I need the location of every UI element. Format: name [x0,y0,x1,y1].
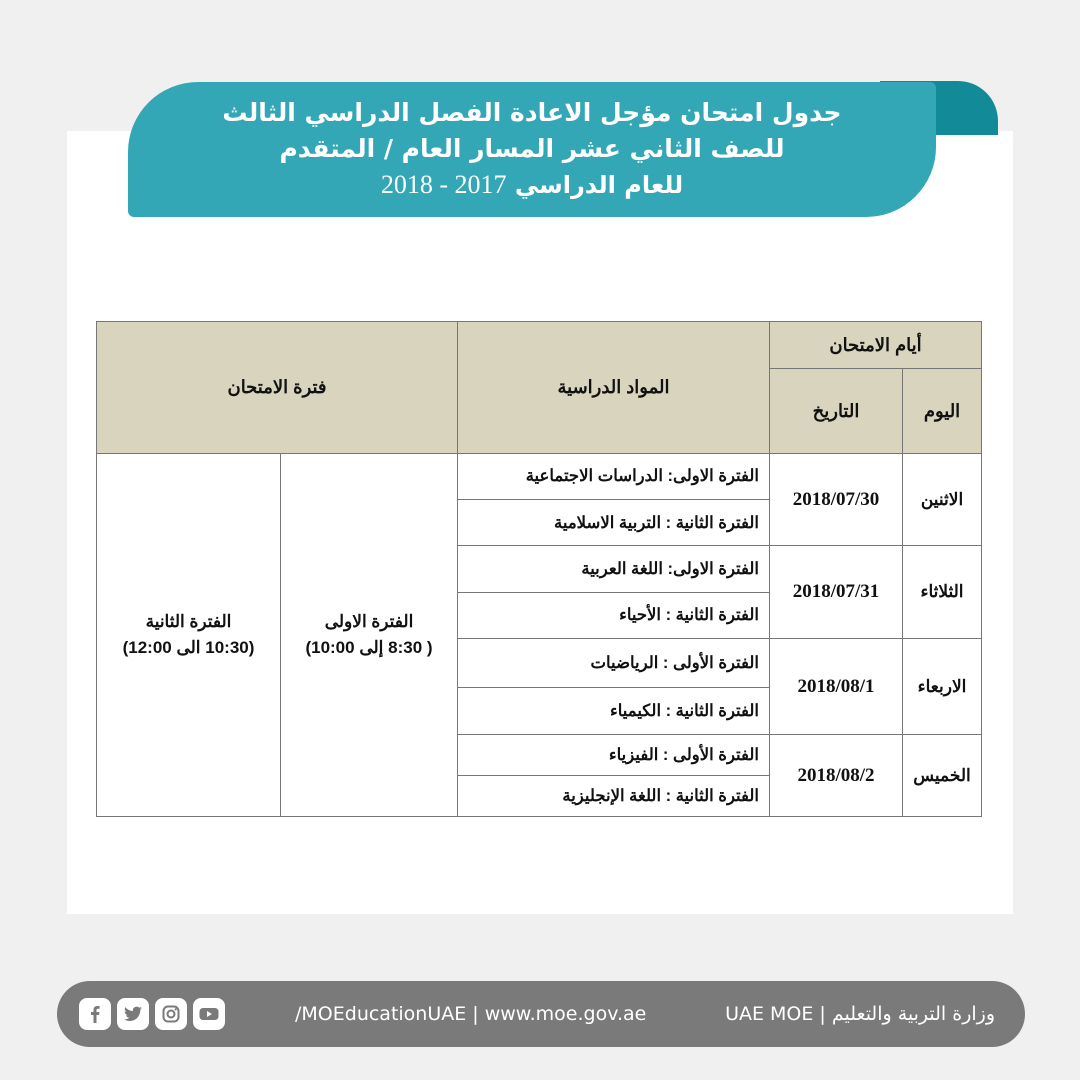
title-year-label: للعام الدراسي [514,171,684,199]
day-cell: الخميس [903,735,982,817]
header-exam-period: فترة الامتحان [97,322,458,454]
subject-cell: الفترة الثانية : اللغة الإنجليزية [458,775,770,816]
period-2-cell [97,453,281,816]
website-social-text[interactable]: /MOEducationUAE | www.moe.gov.ae [295,1003,647,1025]
period-1-time: ( 8:30 إلى 10:00) [305,637,433,657]
ministry-label: وزارة التربية والتعليم | UAE MOE [725,1003,995,1025]
header-subjects: المواد الدراسية [458,322,770,454]
period-2-label: الفترة الثانية [145,611,232,631]
date-cell: 2018/08/2 [770,735,903,817]
subject-cell: الفترة الاولى: الدراسات الاجتماعية [458,453,770,499]
table-row [97,453,982,499]
period-2-time: (10:30 الى 12:00) [122,637,255,657]
day-cell: الاثنين [903,453,982,546]
title-banner [128,82,936,217]
title-line-2: للصف الثاني عشر المسار العام / المتقدم [279,134,785,163]
date-cell: 2018/07/31 [770,546,903,639]
date-cell: 2018/07/30 [770,453,903,546]
date-cell: 2018/08/1 [770,638,903,735]
instagram-icon[interactable] [155,998,187,1030]
footer-bar [57,981,1025,1047]
header-date: التاريخ [770,369,903,454]
header-day: اليوم [903,369,982,454]
period-1-cell [281,453,458,816]
title-line-1: جدول امتحان مؤجل الاعادة الفصل الدراسي الثالث [222,98,842,127]
subject-cell: الفترة الأولى : الفيزياء [458,735,770,775]
header-exam-days: أيام الامتحان [770,322,982,369]
twitter-icon[interactable] [117,998,149,1030]
title-line-3 [128,167,936,203]
subject-cell: الفترة الثانية : التربية الاسلامية [458,500,770,546]
subject-cell: الفترة الأولى : الرياضيات [458,638,770,687]
title-year: 2017 - 2018 [380,170,507,199]
day-cell: الاربعاء [903,638,982,735]
exam-schedule-table [96,321,982,817]
facebook-icon[interactable] [79,998,111,1030]
subject-cell: الفترة الاولى: اللغة العربية [458,546,770,592]
youtube-icon[interactable] [193,998,225,1030]
subject-cell: الفترة الثانية : الكيمياء [458,688,770,735]
social-icons [79,998,225,1030]
subject-cell: الفترة الثانية : الأحياء [458,592,770,638]
period-1-label: الفترة الاولى [324,611,414,631]
day-cell: الثلاثاء [903,546,982,639]
